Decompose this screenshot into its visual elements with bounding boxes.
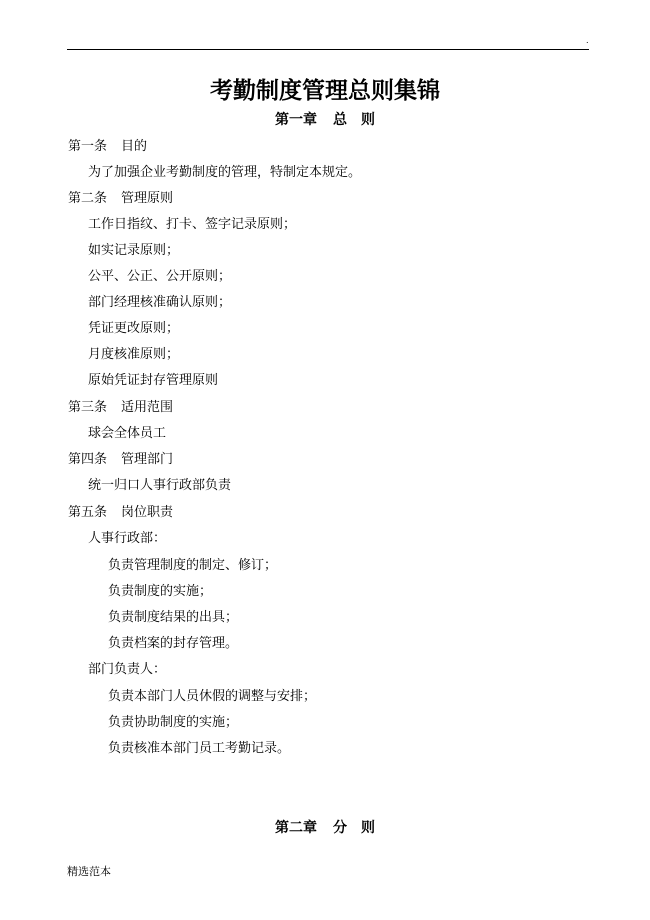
article-1-title: 目的: [121, 139, 148, 154]
article-3-title: 适用范围: [121, 400, 174, 415]
article-2-number: 第二条: [68, 191, 108, 206]
chapter-2-number: 第二章: [275, 820, 317, 836]
principle-item: 月度核准原则；: [88, 347, 180, 362]
article-5-heading: [68, 504, 173, 522]
chapter-2-name: 分 则: [333, 820, 375, 836]
dept-duty-item: 负责协助制度的实施；: [108, 715, 239, 730]
principle-item: 公平、公正、公开原则；: [88, 269, 232, 284]
article-2-heading: [68, 190, 173, 208]
chapter-1-name: 总 则: [333, 112, 375, 128]
article-5-title: 岗位职责: [121, 505, 174, 520]
principle-item: 部门经理核准确认原则；: [88, 295, 232, 310]
dept-duty-item: 负责本部门人员休假的调整与安排；: [108, 689, 317, 704]
article-3-heading: [68, 399, 173, 417]
principle-item: 工作日指纹、打卡、签字记录原则；: [88, 217, 297, 232]
hr-department-label: 人事行政部：: [88, 531, 167, 546]
article-1-text: 为了加强企业考勤制度的管理，特制定本规定。: [88, 165, 362, 180]
principle-item: 如实记录原则；: [88, 243, 180, 258]
principle-item: 原始凭证封存管理原则: [88, 373, 219, 388]
hr-duty-item: 负责管理制度的制定、修订；: [108, 558, 278, 573]
article-2-title: 管理原则: [121, 191, 174, 206]
chapter-1-number: 第一章: [275, 112, 317, 128]
article-4-number: 第四条: [68, 452, 108, 467]
header-rule: [67, 49, 589, 50]
article-3-number: 第三条: [68, 400, 108, 415]
hr-duty-item: 负责制度的实施；: [108, 584, 213, 599]
department-head-label: 部门负责人：: [88, 662, 167, 677]
article-4-title: 管理部门: [121, 452, 174, 467]
article-1-heading: [68, 138, 147, 156]
page-footer: 精选范本: [67, 865, 111, 878]
article-4-heading: [68, 451, 173, 469]
chapter-1-heading: [0, 110, 650, 130]
hr-duty-item: 负责制度结果的出具；: [108, 610, 239, 625]
principle-item: 凭证更改原则；: [88, 321, 180, 336]
chapter-2-heading: [0, 818, 650, 838]
dept-duty-item: 负责核准本部门员工考勤记录。: [108, 741, 291, 756]
hr-duty-item: 负责档案的封存管理。: [108, 636, 239, 651]
article-3-text: 球会全体员工: [88, 426, 167, 441]
article-1-number: 第一条: [68, 139, 108, 154]
document-title: 考勤制度管理总则集锦: [210, 78, 440, 104]
header-mark: .: [586, 36, 589, 45]
article-4-text: 统一归口人事行政部负责: [88, 478, 232, 493]
article-5-number: 第五条: [68, 505, 108, 520]
